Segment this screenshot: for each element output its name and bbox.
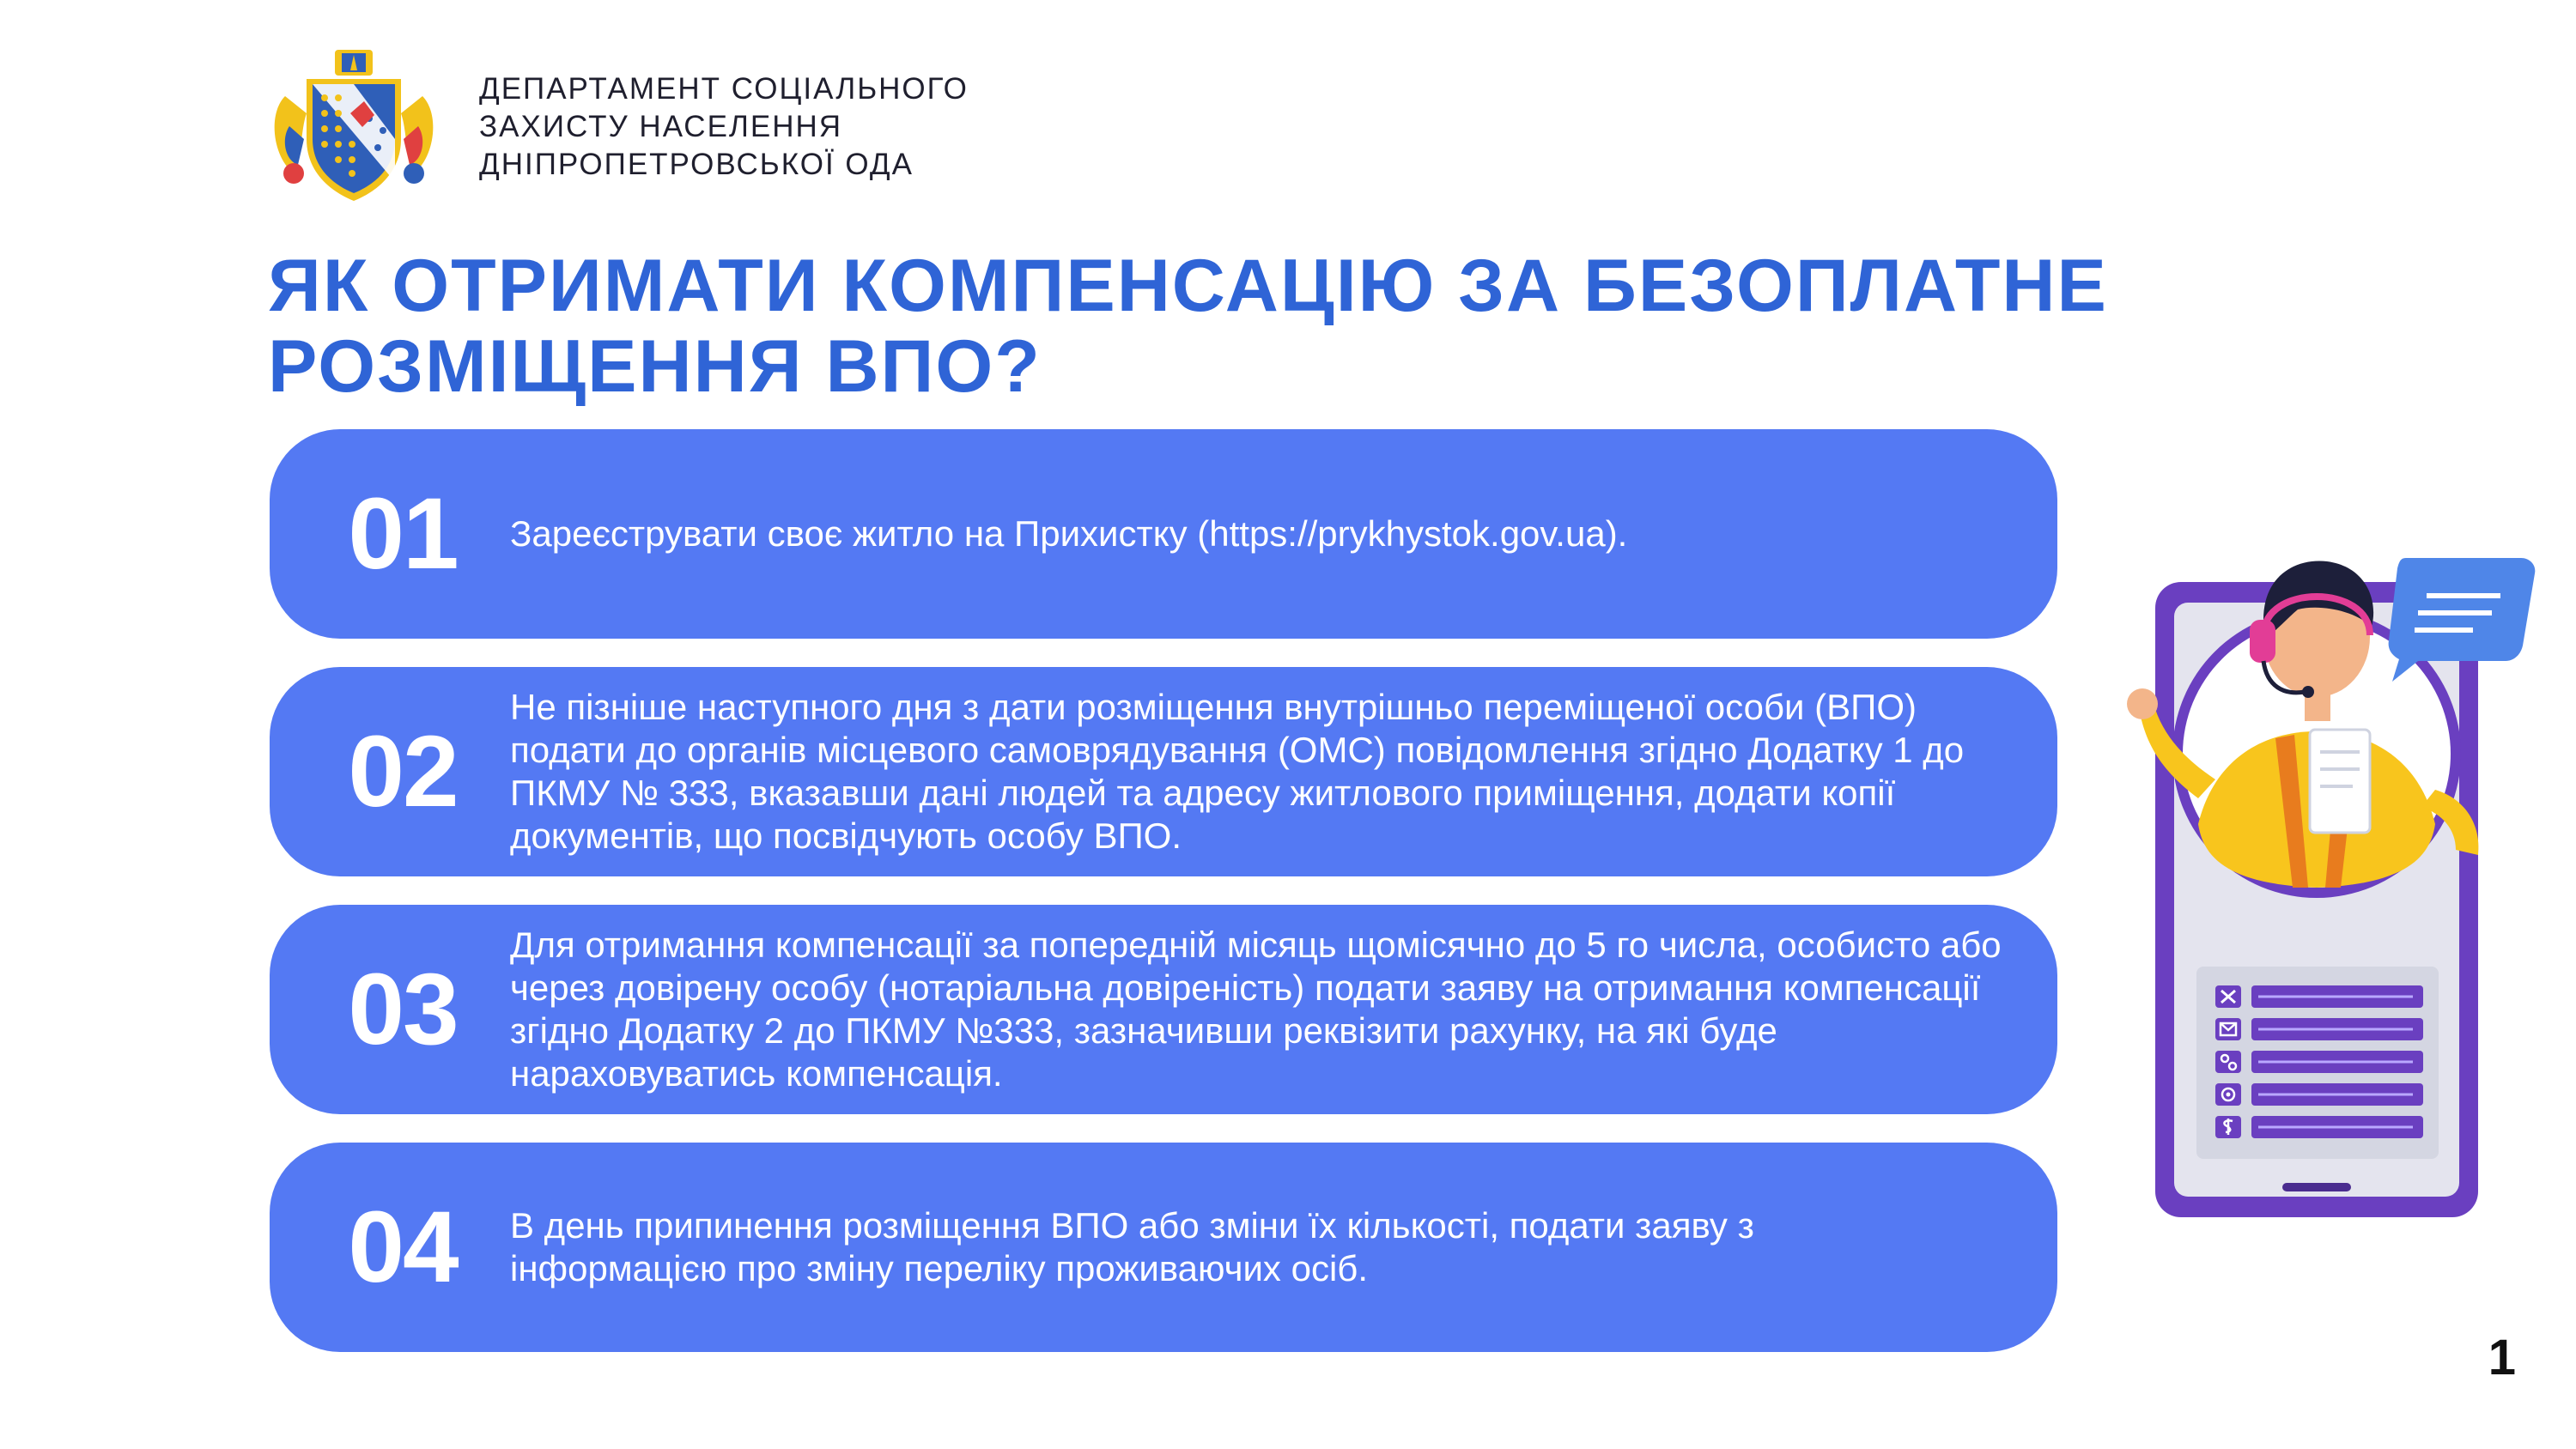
step-number: 01 <box>348 477 458 591</box>
step-card-03 <box>270 905 2057 1114</box>
step-text: Для отримання компенсації за попередній місяць щомісячно до 5 го числа, особисто або через довірену особу (нотаріальна довіреність) подати заяву на отримання компенсації згідно Додатку 2 до ПКМУ №333, зазначивши реквізити рахунку, на які буде нараховуватись компенсація. <box>510 925 2002 1094</box>
step-text: Зареєструвати своє житло на Прихистку (https://prykhystok.gov.ua). <box>510 513 1628 554</box>
page-title <box>268 246 2243 407</box>
org-line-1: ДЕПАРТАМЕНТ СОЦІАЛЬНОГО <box>479 72 969 106</box>
support-operator-phone-illustration <box>2095 541 2542 1228</box>
headset-icon <box>2250 620 2275 663</box>
step-text: В день припинення розміщення ВПО або зміни їх кількості, подати заяву з інформацією про зміну переліку проживаючих осіб. <box>510 1205 1754 1288</box>
step-card-04 <box>270 1143 2057 1352</box>
step-card-02 <box>270 667 2057 876</box>
step-text: Не пізніше наступного дня з дати розміщення внутрішньо переміщеної особи (ВПО) подати до органів місцевого самоврядування (ОМС) повідомлення згідно Додатку 1 до ПКМУ № 333, вказавши дані людей та адресу житлового приміщення, додати копії документів, що посвідчують особу ВПО. <box>510 687 1965 856</box>
step-number: 03 <box>348 953 458 1066</box>
org-line-3: ДНІПРОПЕТРОВСЬКОЇ ОДА <box>479 148 914 181</box>
title-line-2: РОЗМІЩЕННЯ ВПО? <box>268 325 1042 408</box>
step-number: 04 <box>348 1191 458 1304</box>
org-line-2: ЗАХИСТУ НАСЕЛЕННЯ <box>479 110 843 143</box>
title-line-1: ЯК ОТРИМАТИ КОМПЕНСАЦІЮ ЗА БЕЗОПЛАТНЕ <box>268 245 2108 327</box>
page-number: 1 <box>2488 1330 2516 1385</box>
step-number: 02 <box>348 715 458 828</box>
organization-name <box>479 70 969 184</box>
coat-of-arms-icon <box>268 45 440 206</box>
step-card-01 <box>270 429 2057 639</box>
